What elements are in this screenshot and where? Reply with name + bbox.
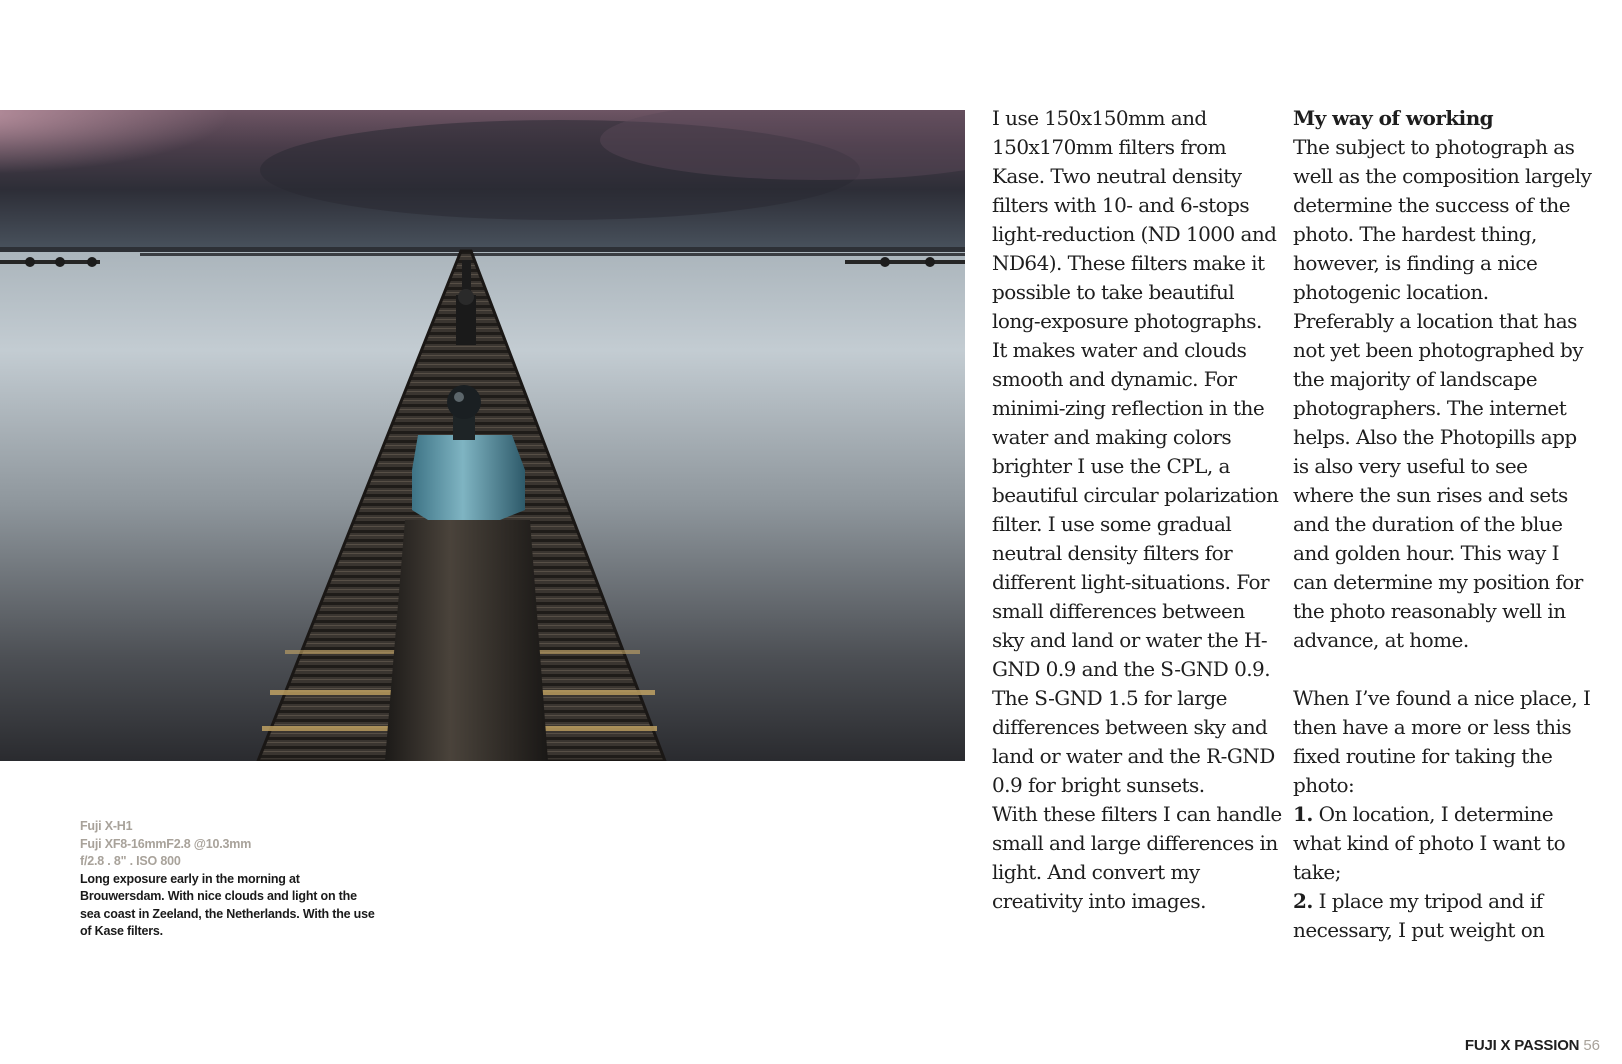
article-column-1	[992, 104, 1282, 916]
caption-lens: Fuji XF8-16mmF2.8 @10.3mm	[80, 836, 252, 851]
jetty-photo	[0, 110, 965, 761]
magazine-name: FUJI X PASSION	[1464, 1037, 1580, 1054]
step-1-number: 1.	[1293, 802, 1313, 826]
section-heading: My way of working	[1293, 106, 1494, 130]
column2-paragraph-2: When I’ve found a nice place, I then have a more or less this fixed routine for taking the photo:	[1293, 686, 1591, 797]
caption-description: Long exposure early in the morning at Brouwersdam. With nice clouds and light on the sea coast in Zeeland, the Netherlands. With the use of Kase filters.	[80, 871, 375, 938]
caption-camera: Fuji X-H1	[80, 819, 133, 833]
paragraph-spacer	[1293, 655, 1593, 684]
column1-paragraph-2: With these filters I can handle small and large differences in light. And convert my creativity into images.	[992, 802, 1282, 913]
step-1-text: On location, I determine what kind of photo I want to take;	[1293, 802, 1566, 884]
jetty-photo-illustration	[0, 110, 965, 761]
column2-paragraph-1: The subject to photograph as well as the composition largely determine the success of the photo. The hardest thing, however, is finding a nice photogenic location. Preferably a location that has not yet been photographed by the majority of landscape photographers. The internet helps. Also the Photopills app is also very useful to see where the sun rises and sets and the duration of the blue and golden hour. This way I can determine my position for the photo reasonably well in advance, at home.	[1293, 135, 1592, 652]
routine-step-2	[1293, 887, 1593, 945]
routine-step-1	[1293, 800, 1593, 887]
column1-paragraph-1: I use 150x150mm and 150x170mm filters from Kase. Two neutral density filters with 10- and 6-stops light-reduction (ND 1000 and ND64). These filters make it possible to take beautiful long-exposure photographs. It makes water and clouds smooth and dynamic. For minimi-zing reflection in the water and making colors brighter I use the CPL, a beautiful circular polarization filter. I use some gradual neutral density filters for different light-situations. For small differences between sky and land or water the H-GND 0.9 and the S-GND 0.9. The S-GND 1.5 for large differences between sky and land or water and the R-GND 0.9 for bright sunsets.	[992, 106, 1279, 797]
article-column-2	[1293, 104, 1593, 945]
caption-settings: f/2.8 . 8" . ISO 800	[80, 854, 181, 868]
step-2-number: 2.	[1293, 889, 1313, 913]
page-footer	[1440, 1036, 1600, 1056]
step-2-text: I place my tripod and if necessary, I put weight on	[1293, 889, 1545, 942]
photo-caption	[80, 818, 380, 941]
page-number: 56	[1583, 1037, 1600, 1054]
